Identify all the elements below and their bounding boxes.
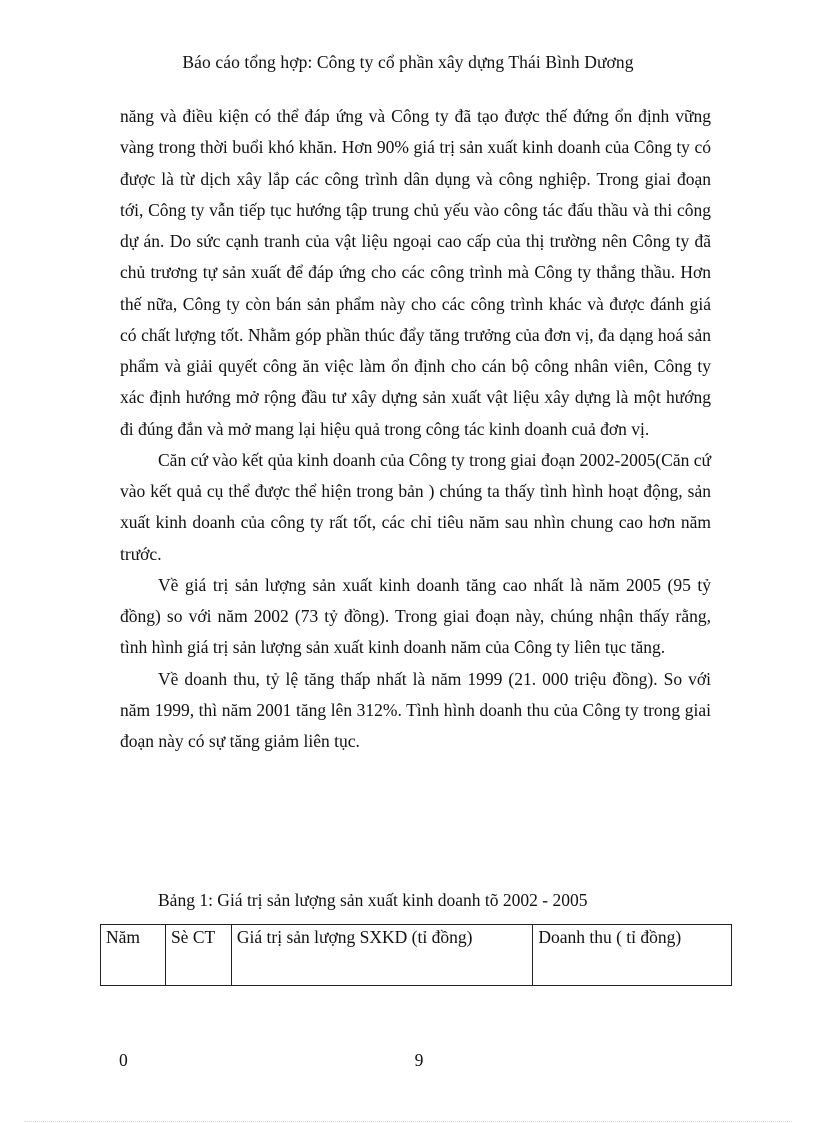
table-header-cell-year: Năm: [101, 925, 166, 986]
paragraph: Về giá trị sản lượng sản xuất kinh doanh tăng cao nhất là năm 2005 (95 tỷ đồng) so với năm 2002 (73 tỷ đồng). Trong giai đoạn này, chúng nhận thấy rằng, tình hình giá trị sản lượng sản xuất kinh doanh năm của Công ty liên tục tăng.: [120, 574, 711, 658]
paragraph: Căn cứ vào kết qủa kinh doanh của Công ty trong giai đoạn 2002-2005(Căn cứ vào kết quả cụ thể được thể hiện trong bản ) chúng ta thấy tình hình hoạt động, sản xuất kinh doanh của công ty rất tốt, các chỉ tiêu năm sau nhìn chung cao hơn năm trước.: [120, 449, 711, 564]
table-header-cell-revenue: Doanh thu ( tỉ đồng): [533, 925, 732, 986]
paragraph: Về doanh thu, tỷ lệ tăng thấp nhất là năm 1999 (21. 000 triệu đồng). So với năm 1999, thì năm 2001 tăng lên 312%. Tình hình doanh thu của Công ty trong giai đoạn này có sự tăng giảm liên tục.: [120, 668, 711, 751]
table-header-row: [101, 925, 732, 986]
footer-left-number: 0: [119, 1050, 128, 1070]
page-header: Báo cáo tổng hợp: Công ty cổ phần xây dựng Thái Bình Dương: [182, 52, 634, 72]
data-table: [100, 924, 732, 986]
page-number: 9: [414, 1050, 424, 1070]
table-caption: Bảng 1: Giá trị sản lượng sản xuất kinh doanh tõ 2002 - 2005: [158, 890, 588, 910]
table-header-cell-output-value: Giá trị sản lượng SXKD (tỉ đồng): [231, 925, 532, 986]
body-text: [120, 101, 711, 757]
page-edge-divider: [24, 1121, 792, 1122]
paragraph: năng và điều kiện có thể đáp ứng và Công ty đã tạo được thế đứng ổn định vững vàng trong thời buổi khó khăn. Hơn 90% giá trị sản xuất kinh doanh của Công ty có được là từ dịch xây lắp các công trình dân dụng và công nghiệp. Trong giai đoạn tới, Công ty vẫn tiếp tục hướng tập trung chủ yếu vào công tác đấu thầu và thi công dự án. Do sức cạnh tranh của vật liệu ngoại cao cấp của thị trường nên Công ty đã chủ trương tự sản xuất để đáp ứng cho các công trình mà Công ty thắng thầu. Hơn thế nữa, Công ty còn bán sản phẩm này cho các công trình khác và được đánh giá có chất lượng tốt. Nhằm góp phần thúc đẩy tăng trưởng của đơn vị, đa dạng hoá sản phẩm và giải quyết công ăn việc làm ổn định cho cán bộ công nhân viên, Công ty xác định hướng mở rộng đầu tư xây dựng sản xuất vật liệu xây dựng là một hướng đi đúng đắn và mở mang lại hiệu quả trong công tác kinh doanh cuả đơn vị.: [120, 106, 711, 439]
table-header-cell-count: Sè CT: [165, 925, 231, 986]
